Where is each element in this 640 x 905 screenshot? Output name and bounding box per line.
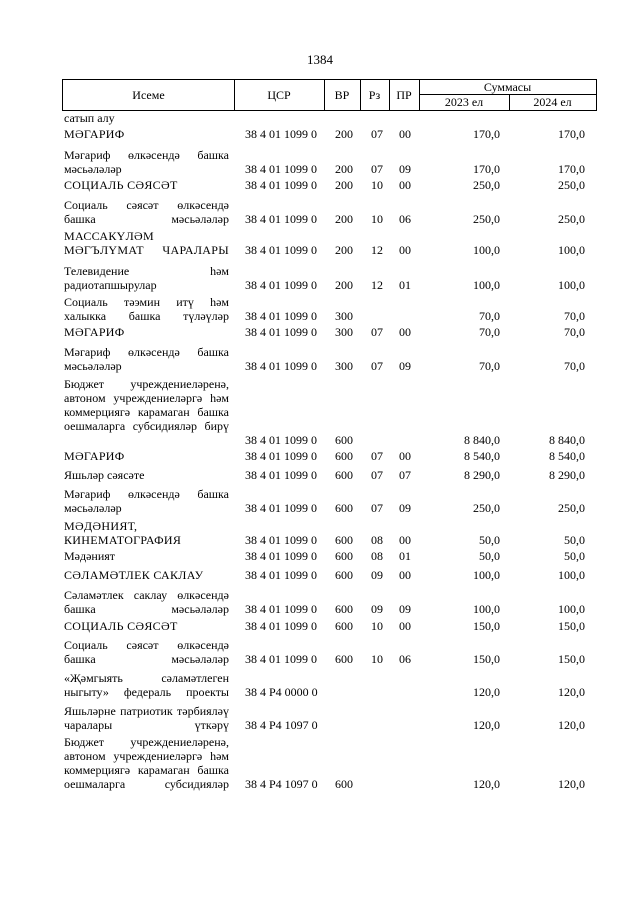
row-amount-2023: 100,0	[473, 243, 500, 257]
header-year-2023: 2023 ел	[444, 95, 484, 109]
row-amount-2024: 120,0	[558, 718, 585, 732]
row-amount-2023: 250,0	[473, 212, 500, 226]
row-name: Социаль сәясәт өлкәсендә башка мәсьәләләр	[64, 198, 229, 226]
table-row	[0, 148, 640, 176]
row-vr: 600	[335, 549, 353, 563]
row-amount-2023: 8 290,0	[464, 468, 500, 482]
row-name: МӘДӘНИЯТ, КИНЕМАТОГРАФИЯ	[64, 519, 182, 547]
row-amount-2023: 50,0	[479, 549, 500, 563]
row-rz: 09	[371, 568, 383, 582]
row-vr: 600	[335, 433, 353, 447]
row-rz: 10	[371, 212, 383, 226]
row-name: СОЦИАЛЬ СӘЯСӘТ	[64, 619, 178, 633]
row-amount-2023: 150,0	[473, 619, 500, 633]
row-rz: 10	[371, 619, 383, 633]
table-row	[0, 735, 640, 791]
row-amount-2024: 8 840,0	[549, 433, 585, 447]
row-amount-2024: 100,0	[558, 602, 585, 616]
row-amount-2024: 50,0	[564, 549, 585, 563]
row-vr: 600	[335, 652, 353, 666]
header-vr: ВР	[334, 88, 350, 102]
row-pr: 00	[399, 568, 411, 582]
row-name: Бюджет учреждениеләренә, автоном учреждениеләргә һәм коммерциягә карамаган башка оешмаларга субсидияләр	[64, 735, 229, 791]
row-csr: 38 4 01 1099 0	[245, 568, 317, 582]
row-amount-2023: 50,0	[479, 533, 500, 547]
row-amount-2023: 170,0	[473, 162, 500, 176]
row-name: МАССАКҮЛӘМ МӘГЪЛҮМАТ ЧАРАЛАРЫ	[64, 229, 229, 257]
row-vr: 600	[335, 777, 353, 791]
row-amount-2024: 100,0	[558, 278, 585, 292]
row-amount-2023: 70,0	[479, 359, 500, 373]
table-row	[0, 519, 640, 547]
row-vr: 600	[335, 533, 353, 547]
table-row	[0, 671, 640, 699]
row-csr: 38 4 Р4 0000 0	[245, 685, 318, 699]
row-amount-2024: 120,0	[558, 685, 585, 699]
row-csr: 38 4 Р4 1097 0	[245, 718, 318, 732]
table-row	[0, 638, 640, 666]
table-row	[0, 345, 640, 373]
row-name: сатып алу	[64, 111, 115, 125]
row-pr: 09	[399, 602, 411, 616]
table-row	[0, 588, 640, 616]
row-csr: 38 4 01 1099 0	[245, 178, 317, 192]
row-rz: 12	[371, 278, 383, 292]
header-year-2024: 2024 ел	[533, 95, 572, 109]
row-name: МӘГАРИФ	[64, 127, 125, 141]
row-rz: 08	[371, 533, 383, 547]
table-row	[0, 127, 640, 141]
table-row	[0, 111, 640, 125]
row-amount-2023: 120,0	[473, 777, 500, 791]
row-csr: 38 4 01 1099 0	[245, 212, 317, 226]
row-vr: 300	[335, 325, 353, 339]
row-vr: 600	[335, 568, 353, 582]
row-amount-2023: 8 540,0	[464, 449, 500, 463]
table-row	[0, 704, 640, 732]
row-csr: 38 4 01 1099 0	[245, 619, 317, 633]
row-csr: 38 4 01 1099 0	[245, 278, 317, 292]
row-amount-2024: 150,0	[558, 652, 585, 666]
page-number: 1384	[307, 52, 333, 67]
row-pr: 09	[399, 162, 411, 176]
row-pr: 00	[399, 127, 411, 141]
row-vr: 200	[335, 178, 353, 192]
row-amount-2023: 100,0	[473, 568, 500, 582]
row-vr: 200	[335, 243, 353, 257]
row-amount-2024: 8 290,0	[549, 468, 585, 482]
row-csr: 38 4 01 1099 0	[245, 449, 317, 463]
header-pr: ПР	[396, 88, 412, 102]
row-vr: 300	[335, 309, 353, 323]
row-amount-2024: 100,0	[558, 568, 585, 582]
row-amount-2024: 120,0	[558, 777, 585, 791]
row-amount-2023: 250,0	[473, 178, 500, 192]
row-rz: 10	[371, 652, 383, 666]
table-row	[0, 264, 640, 292]
table-row	[0, 449, 640, 463]
row-csr: 38 4 01 1099 0	[245, 162, 317, 176]
row-pr: 00	[399, 619, 411, 633]
row-rz: 07	[371, 359, 383, 373]
table-row	[0, 468, 640, 482]
table-row	[0, 377, 640, 447]
row-amount-2024: 70,0	[564, 309, 585, 323]
row-csr: 38 4 01 1099 0	[245, 243, 317, 257]
row-name: МӘГАРИФ	[64, 325, 125, 339]
row-name: Бюджет учреждениеләренә, автоном учреждениеләргә һәм коммерциягә карамаган башка оешмаларга субсидияләр бирү	[64, 377, 229, 433]
row-csr: 38 4 01 1099 0	[245, 602, 317, 616]
row-name: Социаль сәясәт өлкәсендә башка мәсьәләләр	[64, 638, 229, 666]
row-name: Сәламәтлек саклау өлкәсендә башка мәсьәләләр	[64, 588, 229, 616]
row-amount-2024: 8 540,0	[549, 449, 585, 463]
row-amount-2024: 250,0	[558, 178, 585, 192]
row-name: СӘЛАМӘТЛЕК САКЛАУ	[64, 568, 204, 582]
row-rz: 07	[371, 449, 383, 463]
row-name: Телевидение һәм радиотапшырулар	[64, 264, 229, 292]
row-name: Яшьләрне патриотик тәрбияләү чаралары үткәрү	[64, 704, 229, 732]
row-name: Мәгариф өлкәсендә башка мәсьәләләр	[64, 345, 229, 373]
row-csr: 38 4 01 1099 0	[245, 309, 317, 323]
row-amount-2023: 70,0	[479, 309, 500, 323]
row-pr: 00	[399, 533, 411, 547]
row-amount-2023: 250,0	[473, 501, 500, 515]
row-name: Социаль тәэмин итү һәм халыкка башка түләүләр	[64, 295, 229, 323]
row-amount-2024: 50,0	[564, 533, 585, 547]
row-vr: 600	[335, 501, 353, 515]
table-row	[0, 568, 640, 582]
row-amount-2023: 120,0	[473, 685, 500, 699]
header-name: Исеме	[132, 88, 165, 102]
row-name: Яшьләр сәясәте	[64, 468, 145, 482]
row-amount-2023: 70,0	[479, 325, 500, 339]
row-rz: 07	[371, 468, 383, 482]
row-name: «Җәмгыять сәламәтлеген ныгыту» федераль проекты	[64, 671, 229, 699]
row-rz: 10	[371, 178, 383, 192]
row-vr: 200	[335, 127, 353, 141]
row-csr: 38 4 01 1099 0	[245, 325, 317, 339]
row-csr: 38 4 01 1099 0	[245, 652, 317, 666]
table-row	[0, 619, 640, 633]
row-pr: 00	[399, 243, 411, 257]
row-name: МӘГАРИФ	[64, 449, 125, 463]
row-csr: 38 4 01 1099 0	[245, 468, 317, 482]
table-row	[0, 198, 640, 226]
table-row	[0, 325, 640, 339]
row-vr: 600	[335, 619, 353, 633]
row-vr: 200	[335, 212, 353, 226]
header-rz: Рз	[368, 88, 381, 102]
table-row	[0, 178, 640, 192]
row-amount-2024: 250,0	[558, 212, 585, 226]
row-pr: 09	[399, 359, 411, 373]
row-pr: 06	[399, 652, 411, 666]
row-amount-2024: 170,0	[558, 162, 585, 176]
row-vr: 200	[335, 162, 353, 176]
row-name: Мәгариф өлкәсендә башка мәсьәләләр	[64, 487, 229, 515]
row-csr: 38 4 Р4 1097 0	[245, 777, 318, 791]
row-vr: 600	[335, 449, 353, 463]
table-header	[62, 79, 597, 111]
row-amount-2023: 170,0	[473, 127, 500, 141]
row-amount-2024: 70,0	[564, 359, 585, 373]
row-csr: 38 4 01 1099 0	[245, 359, 317, 373]
row-amount-2024: 250,0	[558, 501, 585, 515]
table-row	[0, 229, 640, 257]
row-amount-2023: 150,0	[473, 652, 500, 666]
table-row	[0, 487, 640, 515]
row-pr: 06	[399, 212, 411, 226]
row-pr: 00	[399, 178, 411, 192]
row-amount-2023: 100,0	[473, 278, 500, 292]
row-vr: 600	[335, 468, 353, 482]
row-pr: 00	[399, 325, 411, 339]
row-amount-2023: 8 840,0	[464, 433, 500, 447]
row-rz: 09	[371, 602, 383, 616]
row-amount-2024: 150,0	[558, 619, 585, 633]
row-name: Мәгариф өлкәсендә башка мәсьәләләр	[64, 148, 229, 176]
row-pr: 00	[399, 449, 411, 463]
table-row	[0, 295, 640, 323]
row-csr: 38 4 01 1099 0	[245, 127, 317, 141]
header-csr: ЦСР	[267, 88, 291, 102]
row-name: СОЦИАЛЬ СӘЯСӘТ	[64, 178, 178, 192]
row-vr: 200	[335, 278, 353, 292]
row-csr: 38 4 01 1099 0	[245, 433, 317, 447]
row-vr: 300	[335, 359, 353, 373]
row-vr: 600	[335, 602, 353, 616]
row-csr: 38 4 01 1099 0	[245, 501, 317, 515]
row-pr: 01	[399, 278, 411, 292]
row-rz: 07	[371, 127, 383, 141]
row-rz: 07	[371, 162, 383, 176]
row-csr: 38 4 01 1099 0	[245, 533, 317, 547]
row-rz: 12	[371, 243, 383, 257]
row-amount-2023: 120,0	[473, 718, 500, 732]
row-amount-2024: 170,0	[558, 127, 585, 141]
row-csr: 38 4 01 1099 0	[245, 549, 317, 563]
header-sums: Суммасы	[483, 80, 532, 94]
row-rz: 07	[371, 325, 383, 339]
row-rz: 07	[371, 501, 383, 515]
row-name: Мәдәният	[64, 549, 116, 563]
row-pr: 09	[399, 501, 411, 515]
table-row	[0, 549, 640, 563]
row-amount-2024: 70,0	[564, 325, 585, 339]
row-rz: 08	[371, 549, 383, 563]
row-pr: 07	[399, 468, 411, 482]
row-pr: 01	[399, 549, 411, 563]
row-amount-2023: 100,0	[473, 602, 500, 616]
row-amount-2024: 100,0	[558, 243, 585, 257]
